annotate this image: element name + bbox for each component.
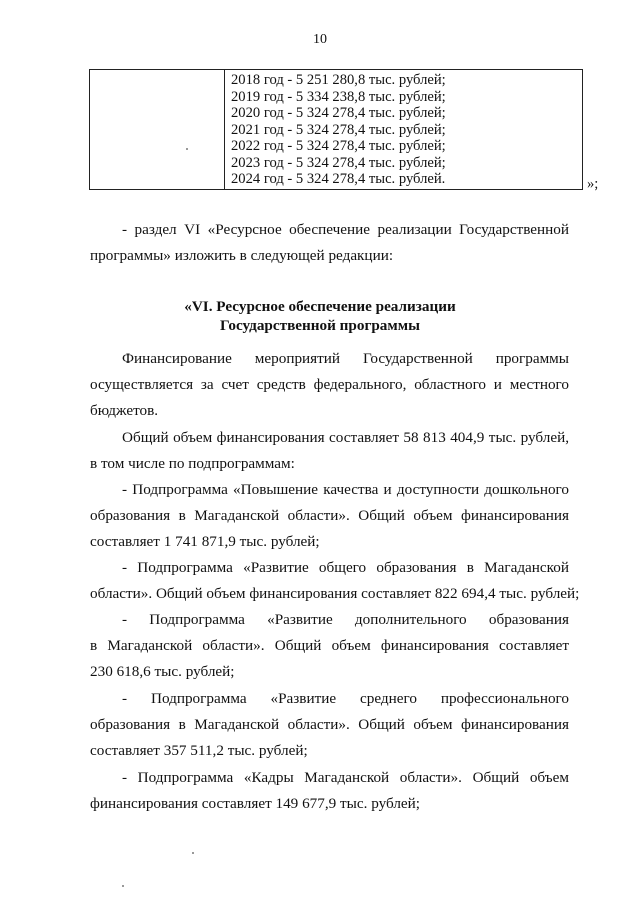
body-paragraph-7-line-1: - Подпрограмма «Кадры Магаданской области». Общий объем bbox=[122, 769, 569, 786]
page-number: 10 bbox=[313, 32, 327, 47]
intro-line-2: программы» изложить в следующей редакции: bbox=[90, 247, 394, 264]
section-title-line-1: «VI. Ресурсное обеспечение реализации bbox=[184, 298, 456, 315]
body-paragraph-1-line-2: осуществляется за счет средств федерального, областного и местного bbox=[90, 376, 569, 393]
body-paragraph-2-line-2: в том числе по подпрограммам: bbox=[90, 455, 295, 472]
table-row: 2018 год - 5 251 280,8 тыс. рублей; bbox=[231, 72, 446, 88]
body-paragraph-7-line-2: финансирования составляет 149 677,9 тыс. рублей; bbox=[90, 795, 421, 812]
table-right-cell bbox=[231, 72, 582, 188]
body-paragraph-5-line-1: - Подпрограмма «Развитие дополнительного образования bbox=[122, 611, 569, 628]
scan-speck bbox=[192, 852, 194, 854]
body-paragraph-1-line-3: бюджетов. bbox=[90, 402, 159, 419]
body-paragraph-5-line-3: 230 618,6 тыс. рублей; bbox=[90, 663, 235, 680]
body-paragraph-4-line-1: - Подпрограмма «Развитие общего образования в Магаданской bbox=[122, 559, 569, 576]
scan-speck bbox=[186, 148, 188, 150]
table-row: 2023 год - 5 324 278,4 тыс. рублей; bbox=[231, 154, 446, 171]
table-row: 2020 год - 5 324 278,4 тыс. рублей; bbox=[231, 105, 446, 121]
table-row: 2019 год - 5 334 238,8 тыс. рублей; bbox=[231, 88, 446, 105]
body-paragraph-3-line-1: - Подпрограмма «Повышение качества и доступности дошкольного bbox=[122, 481, 569, 498]
body-paragraph-5-line-2: в Магаданской области». Общий объем финансирования составляет bbox=[90, 637, 569, 654]
table-row: 2022 год - 5 324 278,4 тыс. рублей; bbox=[231, 138, 446, 154]
body-paragraph-1-line-1: Финансирование мероприятий Государственной программы bbox=[122, 350, 569, 367]
body-paragraph-3-line-2: образования в Магаданской области». Общий объем финансирования bbox=[90, 507, 569, 524]
table-row: 2024 год - 5 324 278,4 тыс. рублей. bbox=[231, 171, 446, 187]
scan-speck bbox=[122, 885, 124, 887]
budget-table bbox=[89, 69, 583, 190]
body-paragraph-2-line-1: Общий объем финансирования составляет 58 813 404,9 тыс. рублей, bbox=[122, 429, 569, 446]
body-paragraph-3-line-3: составляет 1 741 871,9 тыс. рублей; bbox=[90, 533, 320, 550]
intro-line-1: - раздел VI «Ресурсное обеспечение реализации Государственной bbox=[122, 221, 569, 238]
table-row: 2021 год - 5 324 278,4 тыс. рублей; bbox=[231, 121, 446, 138]
body-paragraph-6-line-3: составляет 357 511,2 тыс. рублей; bbox=[90, 742, 308, 759]
table-left-cell bbox=[90, 70, 225, 189]
body-paragraph-6-line-2: образования в Магаданской области». Общий объем финансирования bbox=[90, 716, 569, 733]
section-title-line-2: Государственной программы bbox=[220, 317, 420, 334]
body-paragraph-6-line-1: - Подпрограмма «Развитие среднего профессионального bbox=[122, 690, 569, 707]
body-paragraph-4-line-2: области». Общий объем финансирования составляет 822 694,4 тыс. рублей; bbox=[90, 585, 580, 602]
table-closing-quote: »; bbox=[587, 176, 599, 192]
